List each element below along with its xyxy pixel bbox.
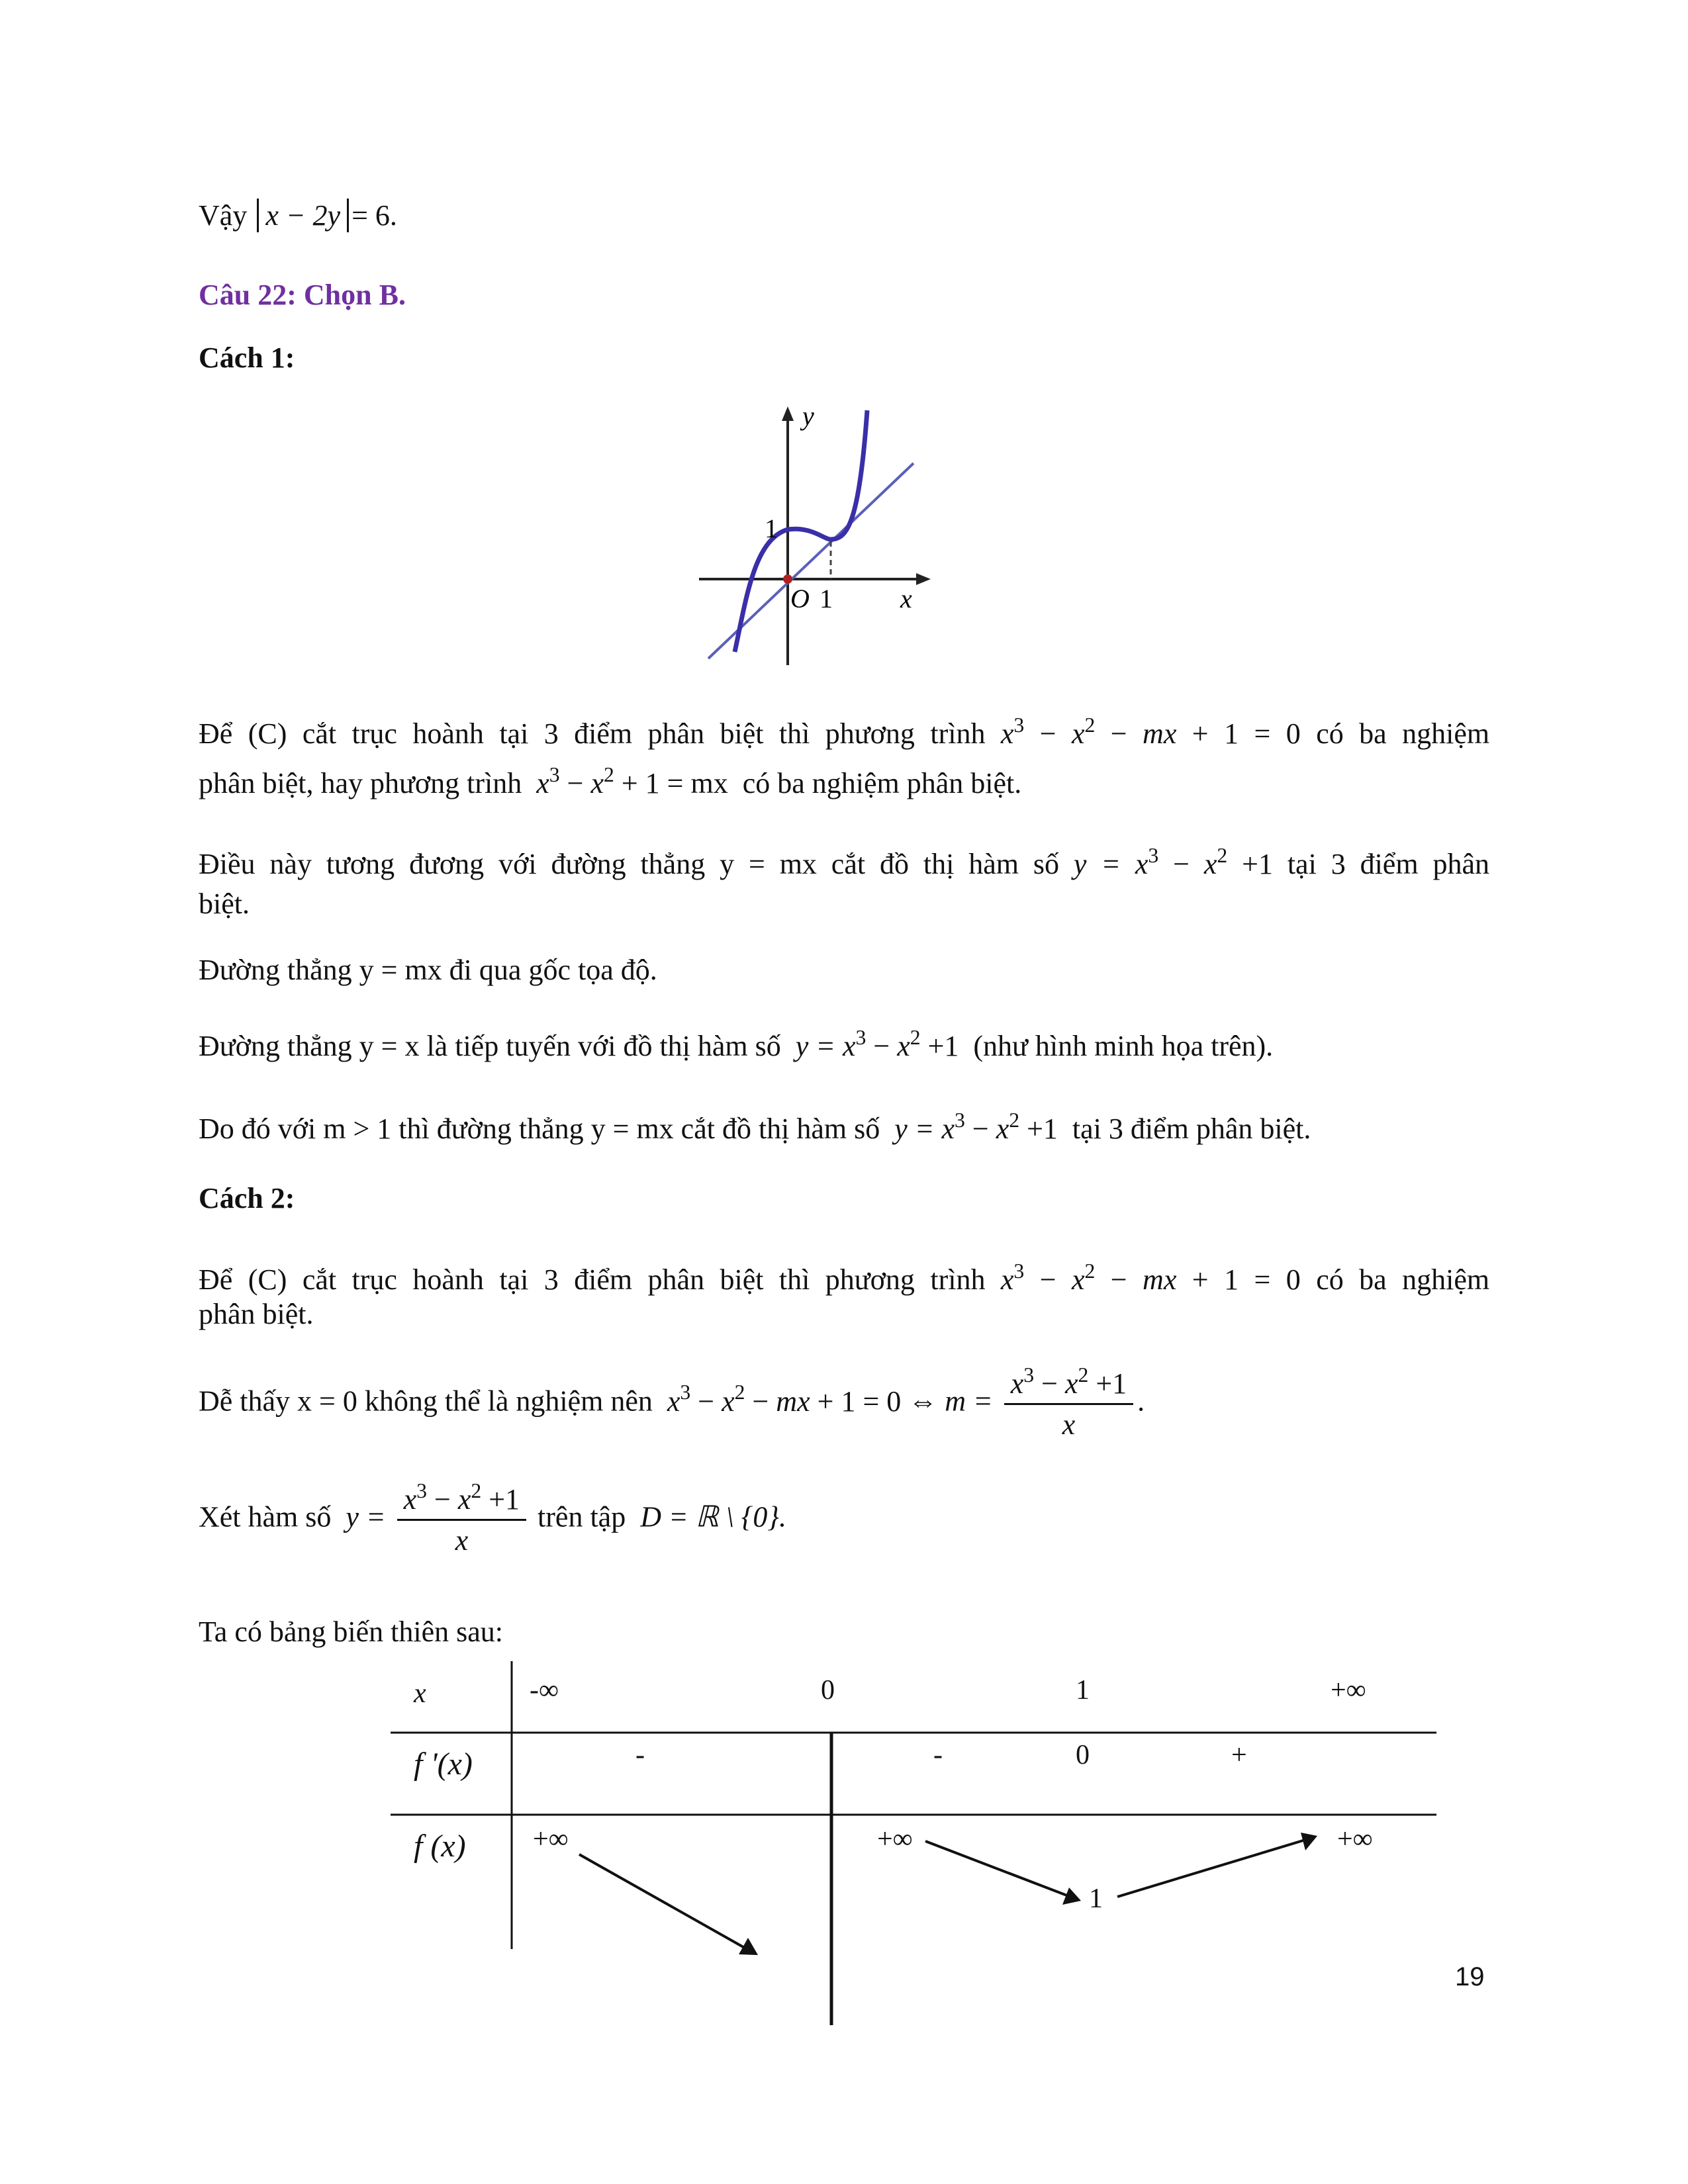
equation-cubic-equals-mx: $x^3 - x^2 + 1$ = mx <box>536 762 728 799</box>
equation-cubic-mx: $x^3 - x^2$ − mx + 1 = 0 <box>667 1381 902 1418</box>
method-1-paragraph-1-line-2: phân biệt, hay phương trình $x^3 - x^2 + 1$ = mx có ba nghiệm phân biệt. <box>199 762 1022 799</box>
table-f-value: +∞ <box>877 1824 913 1854</box>
y-axis-label: y <box>802 401 814 431</box>
origin-label: O <box>790 584 810 614</box>
equation-cubic-mx: $x^3 - x^2$ − mx + 1 = 0 <box>1000 1259 1301 1296</box>
method-1-paragraph-5: Do đó với m > 1 thì đường thẳng y = mx cắt đồ thị hàm số $y = x^3 - x^2 +1$ tại 3 điểm phân biệt. <box>199 1108 1311 1145</box>
conclusion-prefix: Vậy <box>199 199 248 232</box>
conclusion-value: = 6. <box>352 199 397 232</box>
function-graph <box>688 397 940 675</box>
method-1-paragraph-2-line-1: Điều này tương đương với đường thẳng y = mx cắt đồ thị hàm số $y = x^3 - x^2 +1$ tại 3 điểm phân <box>199 843 1489 880</box>
method-2-paragraph-1-line-1: Để (C) cắt trục hoành tại 3 điểm phân biệt thì phương trình $x^3 - x^2$ − mx + 1 = 0 có ba nghiệm <box>199 1259 1490 1296</box>
tick-label-y-1: 1 <box>765 514 778 543</box>
method-1-paragraph-3: Đường thẳng y = mx đi qua gốc tọa độ. <box>199 954 657 986</box>
origin-point <box>783 574 792 584</box>
method-2-title: Cách 2: <box>199 1182 295 1214</box>
equation-cubic-mx: $x^3 - x^2$ − mx + 1 = 0 <box>1000 713 1301 750</box>
function-cubic: $y = x^3 - x^2 +1$ <box>795 1025 959 1062</box>
x-axis-arrow-icon <box>916 573 931 585</box>
function-cubic: $y = x^3 - x^2 +1$ <box>1073 843 1273 880</box>
method-1-title: Cách 1: <box>199 341 295 374</box>
question-title: Câu 22: Chọn B. <box>199 279 406 311</box>
domain-set: D = ℝ \ {0}. <box>640 1500 786 1533</box>
page-number: 19 <box>1455 1962 1485 1991</box>
method-2-paragraph-1-line-2: phân biệt. <box>199 1298 314 1330</box>
absolute-value-expression: x − 2y <box>257 199 349 232</box>
table-f-value: 1 <box>1089 1884 1103 1914</box>
conclusion-line <box>199 199 397 232</box>
x-axis-label: x <box>900 584 912 614</box>
method-1-paragraph-4: Đường thẳng y = x là tiếp tuyến với đồ thị hàm số $y = x^3 - x^2 +1$ (như hình minh họa trên). <box>199 1025 1274 1062</box>
table-x-value: -∞ <box>530 1675 559 1706</box>
table-f-value: +∞ <box>533 1824 569 1854</box>
equivalence-symbol: ⇔ <box>908 1385 938 1418</box>
y-axis-arrow-icon <box>782 406 794 421</box>
fraction-y: $\frac{x^3 - x^2 +1}{x}$ <box>397 1482 526 1557</box>
tick-label-x-1: 1 <box>820 584 833 614</box>
table-x-value: 1 <box>1076 1675 1090 1706</box>
table-f-value: +∞ <box>1337 1824 1373 1854</box>
method-2-paragraph-3: Xét hàm số y = $\frac{x^3 - x^2 +1}{x}$ trên tập D = ℝ \ {0}. <box>199 1479 786 1557</box>
function-cubic: $y = x^3 - x^2 +1$ <box>894 1108 1058 1145</box>
table-label-f: f (x) <box>414 1829 466 1864</box>
arrow-up-icon <box>1301 1833 1317 1850</box>
fraction-m: $\frac{x^3 - x^2 +1}{x}$ <box>1004 1367 1133 1441</box>
table-fprime-sign: - <box>933 1740 943 1770</box>
table-fprime-zero: 0 <box>1076 1740 1090 1770</box>
table-label-fprime: f '(x) <box>414 1747 473 1782</box>
method-2-paragraph-2: Dễ thấy x = 0 không thể là nghiệm nên $x^3 - x^2$ − mx + 1 = 0 ⇔ m = $\frac{x^3 - x^2 +1}{x}$ . <box>199 1363 1145 1441</box>
method-1-paragraph-1-line-1: Để (C) cắt trục hoành tại 3 điểm phân biệt thì phương trình $x^3 - x^2$ − mx + 1 = 0 có ba nghiệm <box>199 713 1490 750</box>
method-1-paragraph-2-line-2: biệt. <box>199 887 250 920</box>
method-2-paragraph-4: Ta có bảng biến thiên sau: <box>199 1615 504 1648</box>
table-fprime-sign: + <box>1231 1740 1247 1770</box>
table-x-value: 0 <box>821 1675 835 1706</box>
table-x-value: +∞ <box>1331 1675 1366 1706</box>
table-fprime-sign: - <box>635 1740 645 1770</box>
table-label-x: x <box>414 1678 426 1709</box>
